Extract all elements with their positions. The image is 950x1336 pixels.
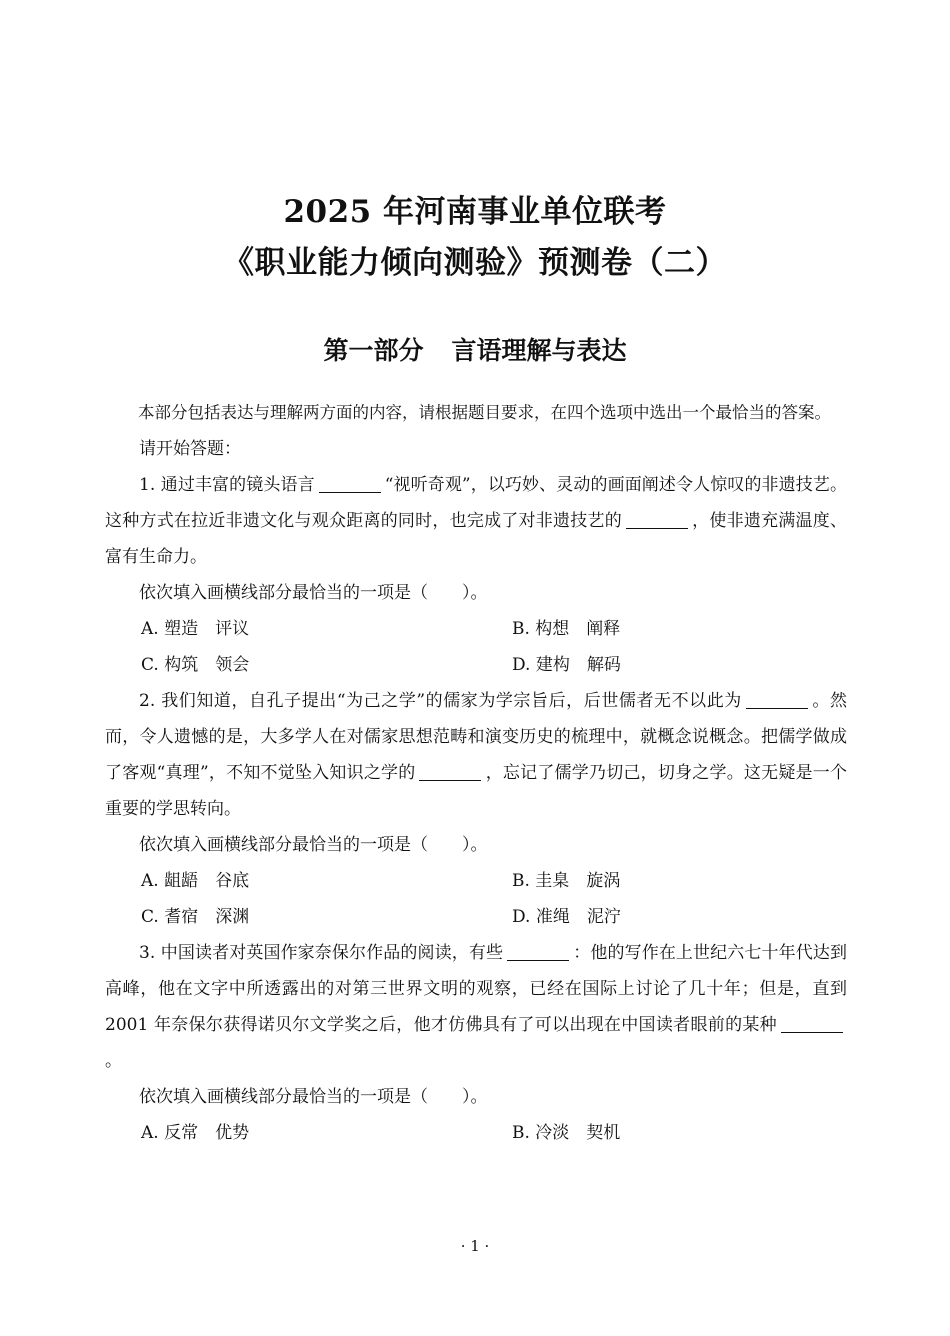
question-1-option-c: C. 构筑 领会 — [141, 655, 250, 675]
section-subtitle: 言语理解与表达 — [451, 336, 627, 365]
question-3-stem: 3. 中国读者对英国作家奈保尔作品的阅读，有些 ：他的写作在上世纪六七十年代达到高峰，他在文字中所透露出的对第三世界文明的观察，已经在国际上讨论了几十年；但是，直到 2001 年奈保尔获得诺贝尔文学奖之后，他才仿佛具有了可以出现在中国读者眼前的某种。 — [105, 943, 848, 1071]
question-1-option-a: A. 塑造 评议 — [141, 619, 250, 639]
question-2-option-a: A. 龃龉 谷底 — [141, 871, 250, 891]
question-1-prompt: 依次填入画横线部分最恰当的一项是（ ）。 — [139, 583, 488, 603]
section-name: 第一部分 — [323, 336, 424, 365]
document-title-line2: 《职业能力倾向测验》预测卷（二） — [223, 245, 727, 281]
question-1-option-d: D. 建构 解码 — [512, 655, 621, 675]
question-3-option-b: B. 冷淡 契机 — [512, 1123, 621, 1143]
answer-blank — [746, 691, 808, 709]
start-prompt: 请开始答题： — [139, 439, 241, 459]
question-1-options-row — [105, 647, 847, 683]
section-heading — [0, 331, 950, 367]
answer-blank — [319, 475, 381, 493]
question-2-stem: 2. 我们知道，自孔子提出“为己之学”的儒家为学宗旨后，后世儒者无不以此为 。然而，令人遗憾的是，大多学人在对儒家思想范畴和演变历史的梳理中，就概念说概念。把儒学做成了客观“真理”，不知不觉坠入知识之学的 ，忘记了儒学乃切己，切身之学。这无疑是一个重要的学思转向。 — [105, 691, 848, 819]
question-2-option-c: C. 耆宿 深渊 — [141, 907, 250, 927]
question-2-prompt: 依次填入画横线部分最恰当的一项是（ ）。 — [139, 835, 488, 855]
question-1-stem: 1. 通过丰富的镜头语言 “视听奇观”，以巧妙、灵动的画面阐述令人惊叹的非遗技艺。这种方式在拉近非遗文化与观众距离的同时，也完成了对非遗技艺的 ，使非遗充满温度、富有生命力。 — [105, 475, 847, 567]
answer-blank — [626, 511, 688, 529]
page-number: · 1 · — [460, 1237, 490, 1255]
answer-blank — [507, 943, 569, 961]
question-1-option-b: B. 构想 阐释 — [512, 619, 621, 639]
question-3-prompt: 依次填入画横线部分最恰当的一项是（ ）。 — [139, 1087, 488, 1107]
answer-blank — [781, 1015, 843, 1033]
question-3-option-a: A. 反常 优势 — [141, 1123, 250, 1143]
document-body — [105, 395, 847, 1151]
question-1-options-row — [105, 611, 847, 647]
document-title-line1: 2025 年河南事业单位联考 — [283, 194, 667, 230]
question-2-options-row — [105, 899, 847, 935]
question-2-option-b: B. 圭臬 旋涡 — [512, 871, 621, 891]
answer-blank — [419, 763, 481, 781]
question-3-options-row — [105, 1115, 847, 1151]
question-2-option-d: D. 准绳 泥泞 — [512, 907, 621, 927]
section-instructions: 本部分包括表达与理解两方面的内容，请根据题目要求，在四个选项中选出一个最恰当的答案。 — [138, 403, 831, 422]
question-2-options-row — [105, 863, 847, 899]
